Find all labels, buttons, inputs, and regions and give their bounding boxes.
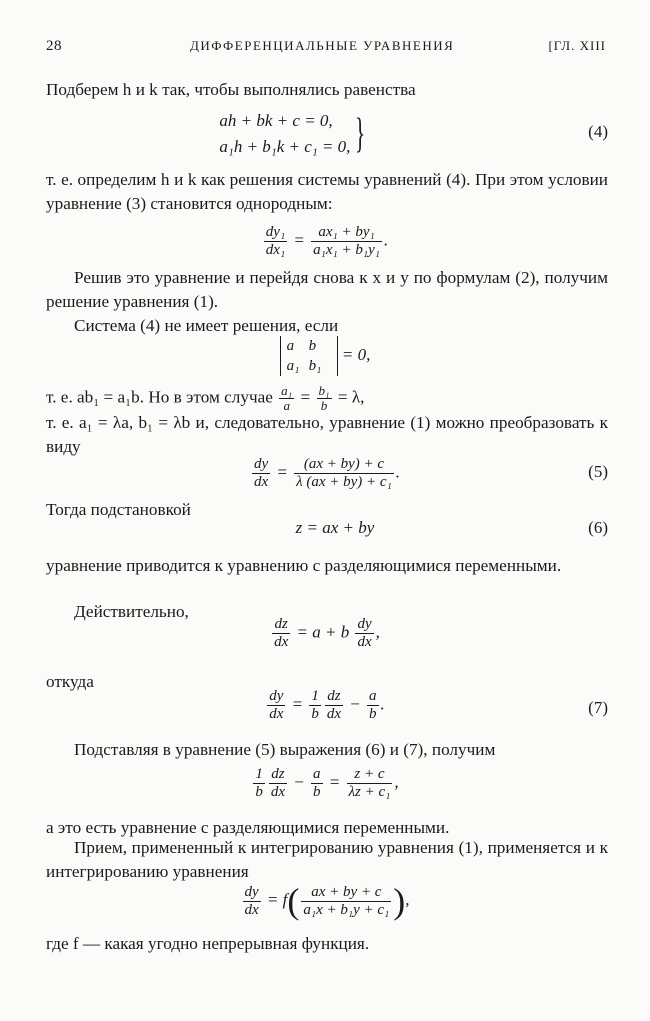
ratio-a-num: a₁ — [281, 383, 293, 398]
frac-den: dx — [357, 634, 372, 650]
frac-den: b — [311, 706, 319, 722]
det-rhs: = 0, — [341, 344, 371, 364]
frac-num: 1 — [255, 766, 263, 782]
paragraph-5-line1: т. е. ab₁ = a₁b. Но в этом случае $\frac{\text{a₁}}{a}$ = $\frac{\text{b₁}}{b}$ = λ, — [46, 383, 365, 413]
equation-number-6: (6) — [588, 518, 608, 537]
frac-num: z + c — [347, 766, 393, 784]
equation-general: $\frac{dy}{dx}$ = f( $\frac{ax + by + c}{\text{a₁x + b₁y + c₁}}$ ), — [244, 881, 410, 921]
chapter-label: [ГЛ. XIII — [548, 38, 606, 53]
ratio-b-den: b — [320, 398, 328, 413]
right-brace: } — [355, 111, 366, 157]
equation-number-5: (5) — [588, 462, 608, 481]
ratio-a — [279, 384, 294, 413]
equation-determinant — [0, 336, 650, 376]
paragraph-1: Подберем h и k так, чтобы выполнялись равенства — [46, 80, 416, 99]
equation-4 — [0, 108, 620, 160]
frac-den: dx — [326, 706, 342, 722]
equation-5: $\frac{dy}{dx}$ = $\frac{(ax + by) + c}{\text{λ (ax + by) + c₁}}$ . — [253, 456, 401, 490]
det-a1: a₁ — [286, 358, 300, 374]
paragraph-5b: т. е. a₁ = λa, b₁ = λb и, следовательно, уравнение (1) можно преобразовать к виду — [46, 413, 608, 456]
ratio-b-num: b₁ — [318, 383, 330, 398]
paragraph-7: уравнение приводится к уравнению с разделяющимися переменными. — [46, 556, 562, 575]
frac-den: dx — [269, 706, 284, 722]
frac-den: λz + c₁ — [348, 784, 391, 800]
frac-num: a — [313, 766, 321, 782]
paragraph-4: Система (4) не имеет решения, если — [74, 316, 339, 335]
paragraph-10: Подставляя в уравнение (5) выражения (6) и (7), получим — [74, 740, 496, 759]
det-b1: b₁ — [308, 358, 322, 374]
right-paren: ) — [393, 881, 406, 921]
equation-number-4: (4) — [588, 122, 608, 141]
frac-num: ax₁ + by₁ — [311, 224, 382, 242]
frac-num: a — [369, 688, 377, 704]
paragraph-3: Решив это уравнение и перейдя снова к x и y по формулам (2), получим решение уравнения (1). — [46, 268, 608, 311]
frac-num: dy — [269, 688, 284, 704]
frac-num: dz — [325, 688, 343, 706]
paragraph-8: Действительно, — [74, 602, 189, 621]
frac-num: (ax + by) + c — [294, 456, 394, 474]
ratio-a-den: a — [283, 398, 290, 413]
frac-num: dz — [272, 616, 290, 634]
frac-den: dx — [274, 634, 289, 650]
frac-den: a₁x + b₁y + c₁ — [303, 901, 390, 918]
frac-num: 1 — [311, 688, 319, 704]
frac-den: b — [313, 784, 321, 800]
det-a: a — [286, 338, 295, 354]
left-paren: ( — [287, 881, 300, 921]
paragraph-11: а это есть уравнение с разделяющимися переменными. — [46, 818, 450, 837]
ratio-b — [317, 384, 332, 413]
frac-num: ax + by + c — [301, 884, 391, 902]
det-b: b — [308, 338, 317, 354]
page-number: 28 — [46, 38, 62, 54]
frac-den: dx — [270, 784, 286, 800]
frac-num: dz — [269, 766, 287, 784]
frac-den: b — [255, 784, 263, 800]
frac-den: dx — [253, 474, 269, 490]
equation-separable: $\frac{1}{b}$ $\frac{dz}{dx}$ − $\frac{a}{b}$ = $\frac{z + c}{\text{λz + c₁}}$ , — [255, 766, 399, 800]
equation-7: $\frac{dy}{dx}$ = $\frac{1}{b}$ $\frac{dz}{dx}$ − $\frac{a}{b}$ . — [269, 688, 385, 722]
paragraph-9: откуда — [46, 672, 94, 691]
equation-number-7: (7) — [588, 698, 608, 717]
paragraph-13: где f — какая угодно непрерывная функция. — [46, 934, 370, 953]
equation-4-line1: ah + bk + c = 0, — [219, 111, 333, 130]
equation-dz: $\frac{dz}{dx}$ = a + b $\frac{dy}{dx}$ , — [274, 616, 380, 650]
paragraph-6: Тогда подстановкой — [46, 500, 191, 519]
equation-6: z = ax + by — [295, 518, 375, 537]
frac-num: dy — [244, 883, 259, 900]
equation-4-line2: a₁h + b₁k + c₁ = 0, — [219, 137, 351, 156]
frac-num: dy — [253, 456, 269, 472]
frac-num: dy₁ — [265, 224, 286, 240]
running-title: ДИФФЕРЕНЦИАЛЬНЫЕ УРАВНЕНИЯ — [190, 38, 455, 53]
frac-den: dx — [244, 901, 259, 918]
paragraph-12: Прием, примененный к интегрированию уравнения (1), применяется и к интегрированию уравнения — [46, 838, 608, 881]
equation-homogeneous: $\frac{\text{dy₁}}{\text{dx₁}}$ = $\frac{\text{ax₁ + by₁}}{\text{a₁x₁ + b₁y₁}}$ . — [265, 224, 389, 258]
frac-num: dy — [357, 616, 372, 632]
frac-den: b — [369, 706, 377, 722]
eq-mid: = a + b — [296, 622, 350, 642]
paragraph-2: т. е. определим h и k как решения системы уравнений (4). При этом условии уравнение (3) становится однородным: — [46, 170, 608, 213]
frac-den: λ (ax + by) + c₁ — [296, 474, 392, 490]
paragraph-5a: т. е. ab₁ = a₁b. Но в этом случае — [46, 387, 273, 407]
ratio-rhs: = λ, — [337, 387, 365, 407]
determinant — [280, 336, 338, 376]
frac-den: dx₁ — [265, 242, 286, 258]
frac-den: a₁x₁ + b₁y₁ — [313, 242, 380, 258]
